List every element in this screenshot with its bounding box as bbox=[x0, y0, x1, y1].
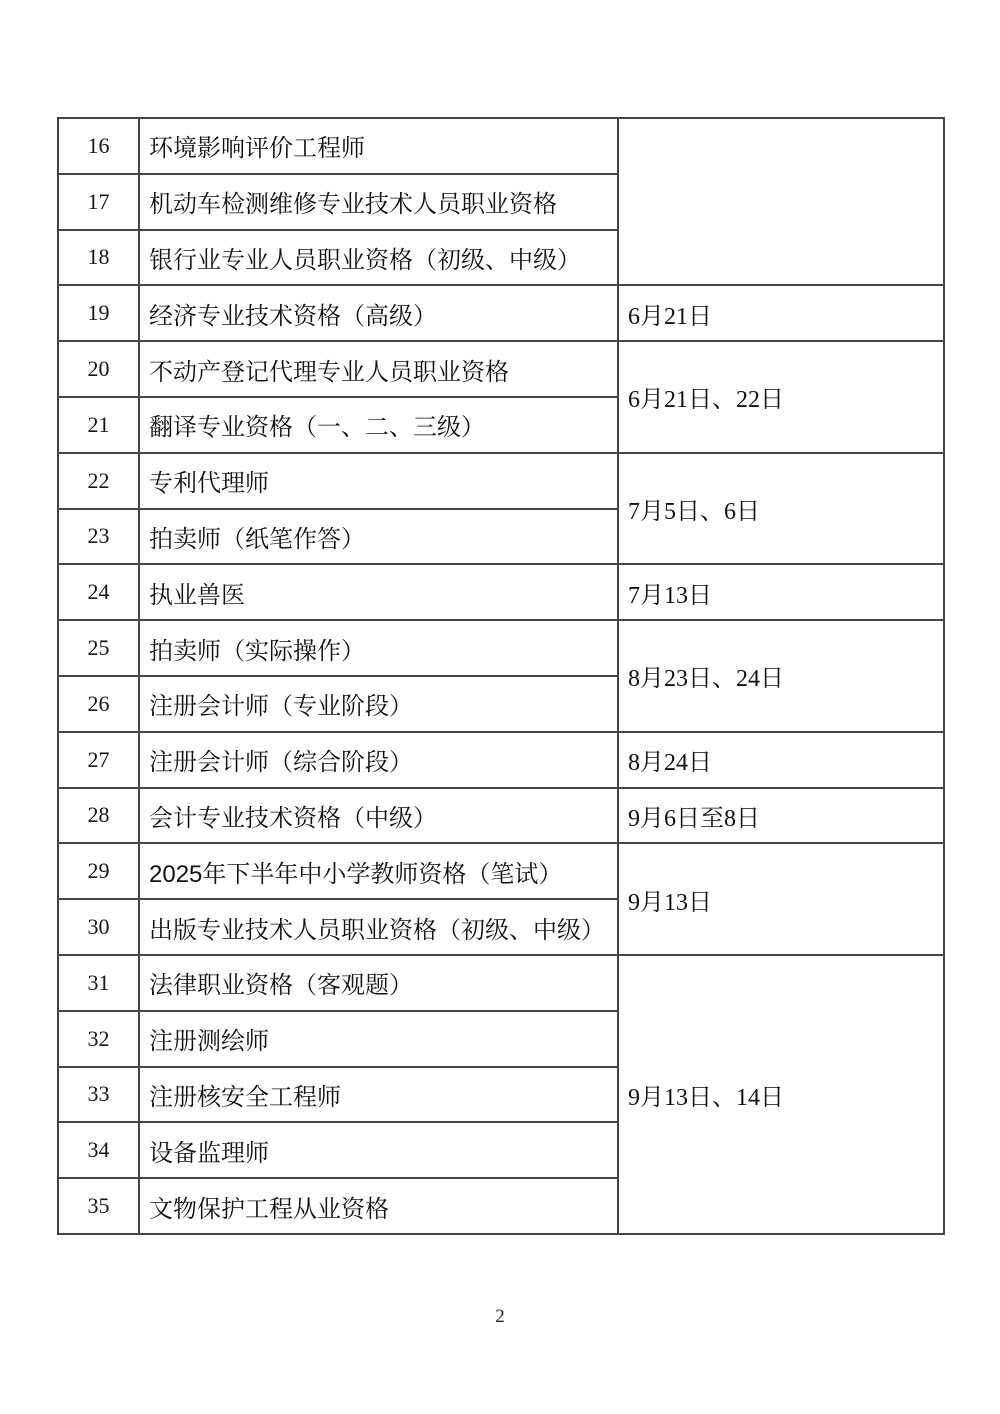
row-number-cell: 26 bbox=[58, 676, 139, 732]
exam-name-cell: 银行业专业人员职业资格（初级、中级） bbox=[139, 230, 618, 286]
table-row bbox=[58, 118, 944, 174]
exam-date-cell: 6月21日、22日 bbox=[618, 341, 944, 453]
row-number-cell: 29 bbox=[58, 843, 139, 899]
exam-name-cell: 不动产登记代理专业人员职业资格 bbox=[139, 341, 618, 397]
exam-date-cell: 9月13日 bbox=[618, 843, 944, 955]
row-number-cell: 34 bbox=[58, 1122, 139, 1178]
exam-date-cell bbox=[618, 118, 944, 285]
row-number-cell: 27 bbox=[58, 732, 139, 788]
exam-date-cell: 8月24日 bbox=[618, 732, 944, 788]
exam-name-cell: 专利代理师 bbox=[139, 453, 618, 509]
row-number-cell: 30 bbox=[58, 899, 139, 955]
exam-name-cell: 设备监理师 bbox=[139, 1122, 618, 1178]
exam-date-cell: 9月13日、14日 bbox=[618, 955, 944, 1234]
row-number-cell: 22 bbox=[58, 453, 139, 509]
row-number-cell: 16 bbox=[58, 118, 139, 174]
exam-name-cell: 注册会计师（综合阶段） bbox=[139, 732, 618, 788]
row-number-cell: 33 bbox=[58, 1067, 139, 1123]
table-row bbox=[58, 732, 944, 788]
row-number-cell: 21 bbox=[58, 397, 139, 453]
row-number-cell: 20 bbox=[58, 341, 139, 397]
exam-name-cell: 执业兽医 bbox=[139, 564, 618, 620]
row-number-cell: 28 bbox=[58, 788, 139, 844]
exam-date-cell: 8月23日、24日 bbox=[618, 620, 944, 732]
exam-name-cell: 翻译专业资格（一、二、三级） bbox=[139, 397, 618, 453]
exam-date-cell: 7月5日、6日 bbox=[618, 453, 944, 565]
exam-name-cell: 注册测绘师 bbox=[139, 1011, 618, 1067]
exam-schedule-table bbox=[57, 117, 945, 1235]
row-number-cell: 24 bbox=[58, 564, 139, 620]
row-number-cell: 32 bbox=[58, 1011, 139, 1067]
table-row bbox=[58, 285, 944, 341]
table-row bbox=[58, 620, 944, 676]
row-number-cell: 23 bbox=[58, 509, 139, 565]
row-number-cell: 19 bbox=[58, 285, 139, 341]
row-number-cell: 18 bbox=[58, 230, 139, 286]
exam-name-cell: 经济专业技术资格（高级） bbox=[139, 285, 618, 341]
row-number-cell: 31 bbox=[58, 955, 139, 1011]
exam-name-cell: 出版专业技术人员职业资格（初级、中级） bbox=[139, 899, 618, 955]
table-row bbox=[58, 564, 944, 620]
exam-name-cell: 2025年下半年中小学教师资格（笔试） bbox=[139, 843, 618, 899]
exam-name-cell: 拍卖师（纸笔作答） bbox=[139, 509, 618, 565]
exam-name-cell: 环境影响评价工程师 bbox=[139, 118, 618, 174]
exam-name-cell: 会计专业技术资格（中级） bbox=[139, 788, 618, 844]
exam-name-cell: 机动车检测维修专业技术人员职业资格 bbox=[139, 174, 618, 230]
exam-name-cell: 文物保护工程从业资格 bbox=[139, 1178, 618, 1234]
exam-name-cell: 注册核安全工程师 bbox=[139, 1067, 618, 1123]
page-number: 2 bbox=[495, 1306, 505, 1327]
table-row bbox=[58, 955, 944, 1011]
table-row bbox=[58, 453, 944, 509]
row-number-cell: 17 bbox=[58, 174, 139, 230]
row-number-cell: 25 bbox=[58, 620, 139, 676]
table-row bbox=[58, 788, 944, 844]
exam-name-cell: 拍卖师（实际操作） bbox=[139, 620, 618, 676]
exam-name-cell: 注册会计师（专业阶段） bbox=[139, 676, 618, 732]
exam-date-cell: 9月6日至8日 bbox=[618, 788, 944, 844]
exam-name-cell: 法律职业资格（客观题） bbox=[139, 955, 618, 1011]
table-row bbox=[58, 843, 944, 899]
exam-date-cell: 7月13日 bbox=[618, 564, 944, 620]
exam-date-cell: 6月21日 bbox=[618, 285, 944, 341]
row-number-cell: 35 bbox=[58, 1178, 139, 1234]
table-row bbox=[58, 341, 944, 397]
